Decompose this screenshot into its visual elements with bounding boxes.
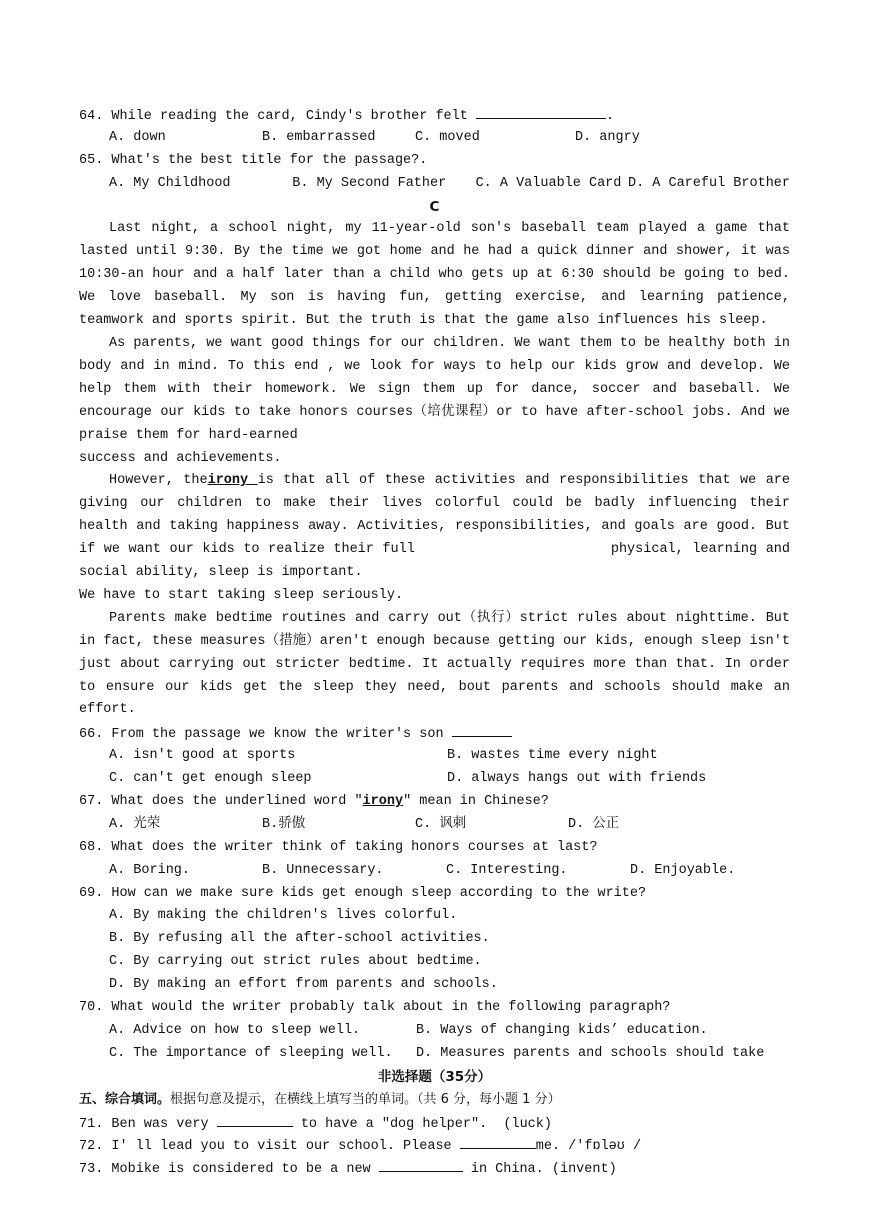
question-64: 64. While reading the card, Cindy's brother felt . [79, 104, 790, 127]
option-c: C. A Valuable Card [475, 175, 622, 191]
underlined-word: irony [362, 794, 404, 810]
options-66-row1 [79, 745, 790, 768]
question-67: 67. What does the underlined word "irony" mean in Chinese? [79, 794, 549, 810]
option-d: D. A Careful Brother [627, 175, 790, 191]
question-68: 68. What does the writer think of taking honors courses at last? [79, 839, 598, 855]
exam-page [79, 104, 790, 1180]
option-a: A. 光荣 [109, 816, 161, 832]
option-c: C. Interesting. [446, 862, 568, 878]
question-66: 66. From the passage we know the writer's son [79, 722, 790, 745]
options-64 [79, 127, 790, 150]
option-d: D. By making an effort from parents and schools. [109, 977, 498, 993]
option-d: D. 公正 [568, 816, 620, 832]
option-b: B. Unnecessary. [262, 862, 384, 878]
option-a: A. down [109, 129, 166, 145]
answer-blank [460, 1134, 536, 1149]
passage-paragraph-4: Parents make bedtime routines and carry out（执行）strict rules about nighttime. But in fact, these measures（措施）aren't enough because getting our kids, enough sleep isn't just about carrying out stricter bedtime. It actually requires more than that. In order to ensure our kids get the sleep they need, bout parents and schools should make an effort. [79, 610, 790, 718]
section-five-heading: 五、综合填词。根据句意及提示，在横线上填写当的单词。（共 6 分，每小题 1 分） [79, 1091, 561, 1107]
option-c: C. By carrying out strict rules about bedtime. [109, 954, 482, 970]
question-69: 69. How can we make sure kids get enough sleep according to the write? [79, 885, 647, 901]
option-c: C. The importance of sleeping well. [109, 1045, 393, 1061]
part-two-title: 非选择题（35分） [377, 1068, 492, 1085]
option-b: B. By refusing all the after-school activities. [109, 931, 490, 947]
passage-paragraph-2-end: success and achievements. [79, 450, 282, 466]
option-c: C. 讽刺 [415, 816, 467, 832]
options-65 [79, 173, 790, 196]
options-66-row2 [79, 768, 790, 791]
option-d: D. Enjoyable. [630, 862, 736, 878]
question-71: 71. Ben was very to have a "dog helper". (luck) [79, 1112, 790, 1135]
option-b: B. embarrassed [262, 129, 376, 145]
options-68 [79, 860, 790, 883]
option-b: B. My Second Father [292, 175, 447, 191]
option-a: A. By making the children's lives colorful. [109, 908, 458, 924]
question-73: 73. Mobike is considered to be a new in China. (invent) [79, 1157, 790, 1180]
question-65: 65. What's the best title for the passage?. [79, 152, 428, 168]
passage-paragraph-3-end: We have to start taking sleep seriously. [79, 587, 404, 603]
option-d: D. Measures parents and schools should take [416, 1045, 765, 1061]
option-a: A. isn't good at sports [109, 748, 296, 764]
option-c: C. moved [415, 129, 480, 145]
question-72: 72. I' ll lead you to visit our school. Please me. /'fɒləʊ / [79, 1134, 790, 1157]
options-70-row2 [79, 1043, 790, 1066]
passage-paragraph-2: As parents, we want good things for our children. We want them to be healthy both in body and in mind. To this end , we look for ways to help our kids grow and develop. We help them with their homework. We sign them up for dance, soccer and baseball. We encourage our kids to take honors courses（培优课程）or to have after-school jobs. And we praise them for hard-earned [79, 335, 790, 443]
options-70-row1 [79, 1020, 790, 1043]
option-d: D. angry [575, 129, 640, 145]
answer-blank [452, 722, 512, 737]
option-d: D. always hangs out with friends [447, 771, 707, 787]
section-c-title: C [429, 198, 440, 215]
option-b: B.骄傲 [262, 816, 306, 832]
option-a: A. Boring. [109, 862, 191, 878]
option-b: B. Ways of changing kids’ education. [416, 1022, 708, 1038]
question-70: 70. What would the writer probably talk about in the following paragraph? [79, 1000, 671, 1016]
option-c: C. can't get enough sleep [109, 771, 312, 787]
option-a: A. My Childhood [109, 175, 231, 191]
answer-blank [476, 104, 606, 119]
options-67 [79, 814, 790, 837]
passage-paragraph-3: However, theirony is that all of these activities and responsibilities that we are giving our children to make their lives colorful could be badly influencing their health and taking happiness away. Activities, responsibilities, and goals are good. But if we want our kids to realize their full physical, learning and social ability, sleep is important. [79, 473, 790, 581]
answer-blank [379, 1157, 463, 1172]
option-b: B. wastes time every night [447, 748, 658, 764]
underlined-word-irony: irony [207, 473, 258, 489]
option-a: A. Advice on how to sleep well. [109, 1022, 361, 1038]
answer-blank [217, 1112, 293, 1127]
passage-paragraph-1: Last night, a school night, my 11-year-old son's baseball team played a game that lasted until 9:30. By the time we got home and he had a quick dinner and shower, it was 10:30-an hour and a half later than a child who gets up at 6:30 should be going to bed. We love baseball. My son is having fun, getting exercise, and learning patience, teamwork and sports spirit. But the truth is that the game also influences his sleep. [79, 221, 790, 329]
